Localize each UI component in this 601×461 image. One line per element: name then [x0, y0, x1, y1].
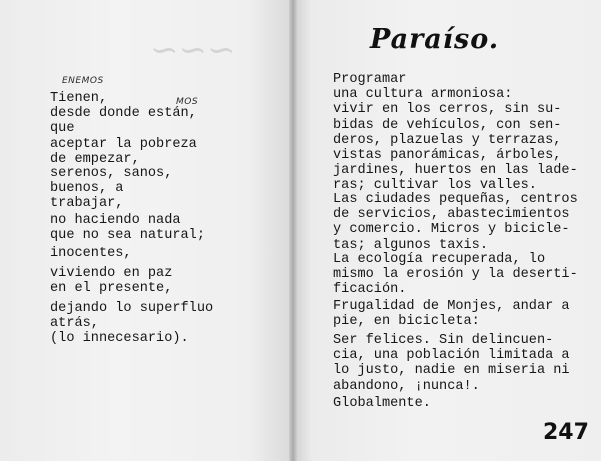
poem-stanza	[50, 301, 213, 347]
poem-line: buenos, a	[50, 181, 124, 197]
show-through-text: ~~~	[150, 30, 236, 70]
poem-line: de empezar,	[50, 151, 140, 167]
prose-line: vistas panorámicas, árboles,	[333, 148, 562, 164]
poem-line: serenos, sanos,	[50, 166, 173, 181]
poem-stanza	[50, 246, 132, 261]
poem-line: en el presente,	[50, 281, 173, 297]
prose-line: mismo la erosión y la deserti-	[333, 267, 578, 283]
poem-line: no haciendo nada	[50, 213, 181, 228]
poem-line: que no sea natural;	[50, 228, 205, 244]
prose-line: Programar	[333, 72, 407, 87]
book-gutter	[289, 0, 297, 461]
prose-line: vivir en los cerros, sin su-	[333, 102, 562, 118]
prose-line: Frugalidad de Monjes, andar a	[333, 299, 570, 314]
poem-line: (lo innecesario).	[50, 331, 189, 347]
paragraph	[333, 252, 578, 298]
prose-line: Las ciudades pequeñas, centros	[333, 192, 578, 207]
prose-line: abandono, ¡nunca!.	[333, 378, 480, 394]
handwritten-annotation-side: MOS	[176, 97, 199, 107]
prose-line: ras; cultivar los valles.	[333, 178, 537, 194]
prose-line: cia, una población limitada a	[333, 348, 570, 364]
poem-stanza	[50, 91, 197, 167]
poem-line: trabajar,	[50, 196, 124, 212]
poem-line: desde donde están,	[50, 106, 197, 122]
paragraph	[333, 192, 578, 253]
poem-stanza	[50, 266, 172, 296]
prose-line: deros, plazuelas y terrazas,	[333, 132, 562, 148]
prose-line: La ecología recuperada, lo	[333, 252, 546, 267]
page-number: 247	[543, 420, 589, 445]
poem-stanza	[50, 213, 205, 243]
paragraph	[333, 72, 578, 194]
page-title: Paraíso.	[370, 24, 500, 55]
paragraph	[333, 396, 431, 411]
prose-line: bidas de vehículos, con sen-	[333, 117, 562, 133]
prose-line: lo justo, nadie en miseria ni	[333, 363, 570, 379]
paragraph	[333, 299, 570, 329]
poem-line: aceptar la pobreza	[50, 136, 197, 152]
handwritten-annotation-top: ENEMOS	[62, 76, 104, 86]
prose-line: Globalmente.	[333, 396, 431, 411]
poem-stanza	[50, 166, 172, 212]
prose-line: y comercio. Micros y bicicle-	[333, 222, 570, 238]
prose-line: tas; algunos taxis.	[333, 237, 488, 253]
poem-line: inocentes,	[50, 246, 132, 261]
poem-line: dejando lo superfluo	[50, 301, 214, 316]
prose-line: pie, en bicicleta:	[333, 314, 480, 330]
poem-line: atrás,	[50, 316, 99, 332]
poem-line: viviendo en paz	[50, 266, 173, 281]
poem-line: Tienen,	[50, 91, 108, 106]
prose-line: de servicios, abastecimientos	[333, 207, 570, 223]
poem-line: que	[50, 121, 75, 137]
prose-line: ficación.	[333, 282, 407, 298]
paragraph	[333, 333, 570, 394]
prose-line: Ser felices. Sin delincuen-	[333, 333, 554, 348]
prose-line: jardines, huertos en las lade-	[333, 163, 578, 179]
prose-line: una cultura armoniosa:	[333, 87, 513, 103]
